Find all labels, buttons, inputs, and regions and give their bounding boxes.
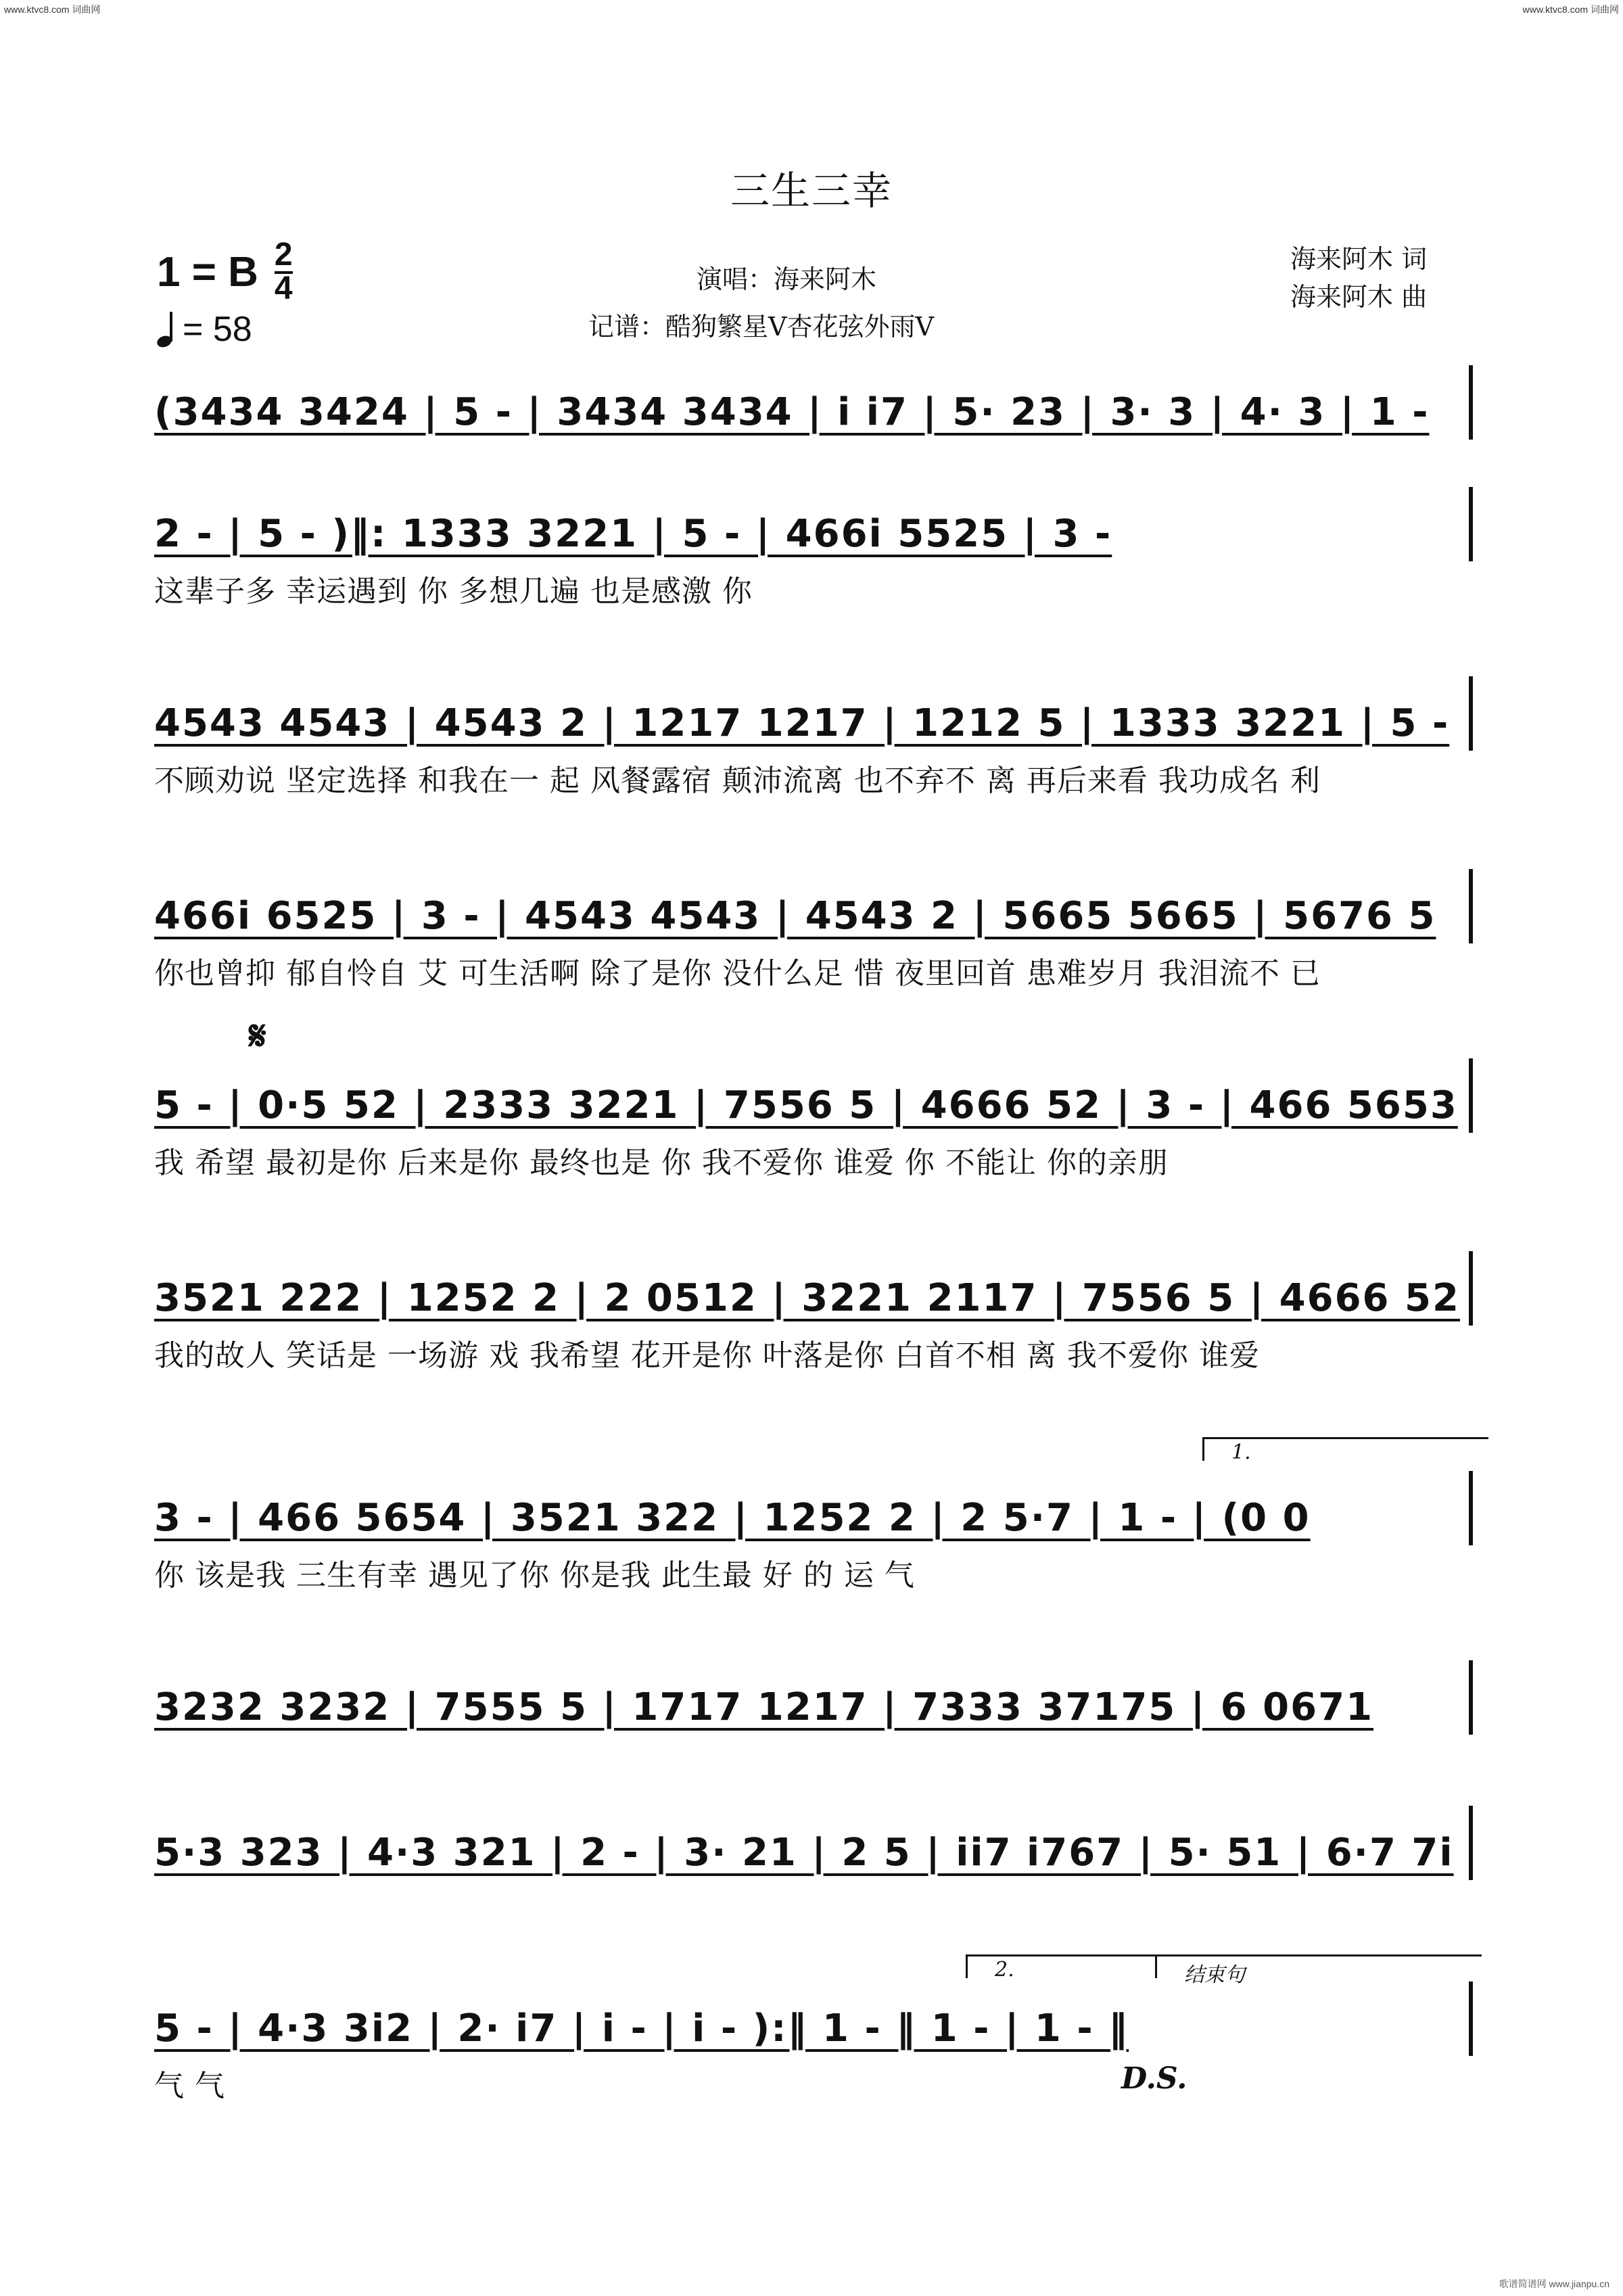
score-row-1: [154, 365, 1473, 500]
lyrics-line: 气 气: [154, 2069, 225, 2103]
credits-center: [588, 256, 934, 350]
barline: [1469, 676, 1473, 751]
score-row-8: [154, 1660, 1473, 1796]
barline: [1469, 1058, 1473, 1133]
barline: [1469, 365, 1473, 440]
composer-credit: 海来阿木 曲: [1290, 282, 1428, 312]
tempo-marking: = 58: [183, 310, 252, 349]
lyrics-line: 不顾劝说 坚定选择 和我在一 起 风餐露宿 颠沛流离 也不弃不 离 再后来看 我功成名 利: [154, 764, 1321, 798]
score-row-3: [154, 676, 1473, 812]
score-row-4: [154, 869, 1473, 1004]
key-signature: 1 = B: [157, 248, 258, 296]
ds-marking: D.S.: [1121, 2061, 1187, 2096]
notation-line: 466i 6525 | 3 - | 4543 4543 | 4543 2 | 5665 5665 | 5676 5: [154, 894, 1436, 938]
notation-line: 5·3 323 | 4·3 321 | 2 - | 3· 21 | 2 5 | ii7 i767 | 5· 51 | 6·7 7i: [154, 1831, 1454, 1875]
barline: [1469, 1660, 1473, 1735]
volta-second: 2.: [966, 1954, 1171, 1978]
lyrics-line: 你 该是我 三生有幸 遇见了你 你是我 此生最 好 的 运 气: [154, 1558, 915, 1593]
time-signature: 2 4: [274, 237, 293, 306]
notation-line: 2 - | 5 - )‖: 1333 3221 | 5 - | 466i 5525 | 3 -: [154, 512, 1112, 556]
segno-icon: 𝄋: [249, 1012, 266, 1060]
credits-right: [1290, 240, 1427, 316]
singer-credit: 演唱：海来阿木: [697, 264, 877, 294]
score-row-9: [154, 1806, 1473, 1941]
notation-line: 3521 222 | 1252 2 | 2 0512 | 3221 2117 | 7556 5 | 4666 52: [154, 1276, 1460, 1320]
song-title: 三生三幸: [730, 168, 893, 214]
lyrics-line: 这辈子多 幸运遇到 你 多想几遍 也是感激 你: [154, 574, 753, 609]
volta-first: 1.: [1202, 1437, 1488, 1461]
quarter-note-icon: [157, 310, 177, 348]
score-row-2: [154, 487, 1473, 622]
barline: [1469, 487, 1473, 561]
lyrics-line: 你也曾抑 郁自怜自 艾 可生活啊 除了是你 没什么足 惜 夜里回首 患难岁月 我泪流不 已: [154, 956, 1321, 991]
site-footer: 歌谱简谱网 www.jianpu.cn: [1499, 2278, 1609, 2289]
volta-ending: 结束句: [1155, 1954, 1482, 1978]
barline: [1469, 1471, 1473, 1545]
barline: [1469, 869, 1473, 943]
barline: [1469, 1806, 1473, 1880]
site-header-left: www.ktvc8.com 词曲网: [4, 4, 101, 15]
notation-line: 3232 3232 | 7555 5 | 1717 1217 | 7333 37175 | 6 0671: [154, 1685, 1374, 1729]
notation-line: 4543 4543 | 4543 2 | 1217 1217 | 1212 5 | 1333 3221 | 5 -: [154, 701, 1450, 745]
notation-line: 5 - | 4·3 3i2 | 2· i7 | i - | i - ):‖ 1 - ‖ 1 - | 1 - ‖: [154, 2007, 1129, 2051]
site-header-right: www.ktvc8.com 词曲网: [1522, 4, 1619, 15]
transcriber-credit: 记谱：酷狗繁星V杏花弦外雨V: [588, 312, 934, 342]
score-row-10: [154, 1958, 1473, 2117]
lyricist-credit: 海来阿木 词: [1290, 244, 1428, 274]
barline: [1469, 1982, 1473, 2056]
notation-line: 3 - | 466 5654 | 3521 322 | 1252 2 | 2 5·7 | 1 - | (0 0: [154, 1496, 1311, 1540]
key-block: [157, 237, 293, 350]
notation-line: (3434 3424 | 5 - | 3434 3434 | i i7 | 5· 23 | 3· 3 | 4· 3 | 1 -: [154, 390, 1430, 434]
barline: [1469, 1251, 1473, 1326]
lyrics-line: 我 希望 最初是你 后来是你 最终也是 你 我不爱你 谁爱 你 不能让 你的亲朋: [154, 1146, 1169, 1180]
score-row-7: [154, 1440, 1473, 1606]
notation-line: 5 - | 0·5 52 | 2333 3221 | 7556 5 | 4666 52 | 3 - | 466 5653: [154, 1083, 1458, 1127]
score-row-5: [154, 1012, 1473, 1194]
score-row-6: [154, 1251, 1473, 1386]
lyrics-line: 我的故人 笑话是 一场游 戏 我希望 花开是你 叶落是你 白首不相 离 我不爱你 谁爱: [154, 1338, 1260, 1373]
